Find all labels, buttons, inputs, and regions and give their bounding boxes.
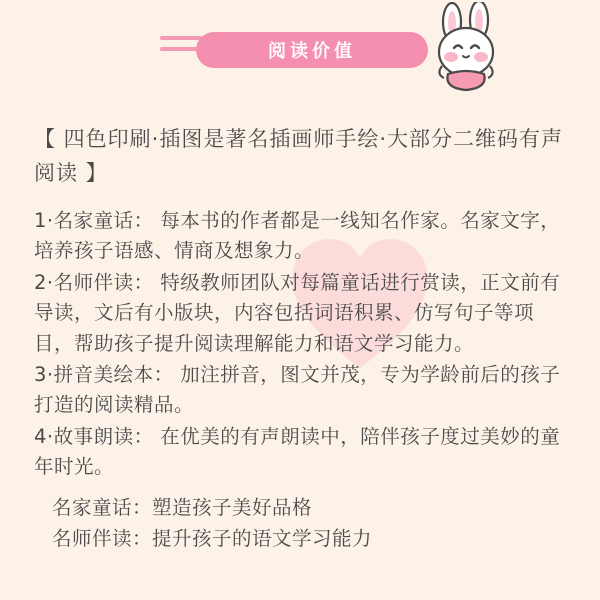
- summary-line: 名师伴读：提升孩子的语文学习能力: [52, 526, 373, 550]
- article-content: [0, 100, 600, 554]
- summary-line: 名家童话：塑造孩子美好品格: [52, 495, 313, 519]
- rabbit-mascot-icon: [418, 2, 514, 100]
- banner-pill: [196, 32, 428, 68]
- value-item: 3·拼音美绘本： 加注拼音，图文并茂，专为学龄前后的孩子打造的阅读精品。: [34, 363, 561, 417]
- highlight-line: 【 四色印刷·插图是著名插画师手绘·大部分二维码有声阅读 】: [34, 127, 564, 186]
- banner-title: 阅读价值: [268, 41, 356, 62]
- value-item: 4·故事朗读： 在优美的有声朗读中，陪伴孩子度过美妙的童年时光。: [34, 424, 561, 479]
- value-item: 1·名家童话： 每本书的作者都是一线知名作家。名家文字，培养孩子语感、情商及想象力。: [34, 209, 561, 263]
- value-item: 2·名师伴读： 特级教师团队对每篇童话进行赏读，正文前有导读，文后有小版块，内容包括词语积累、仿写句子等项目，帮助孩子提升阅读理解能力和语文学习能力。: [34, 270, 561, 355]
- summary-block: [34, 492, 566, 554]
- header-banner: [0, 0, 600, 100]
